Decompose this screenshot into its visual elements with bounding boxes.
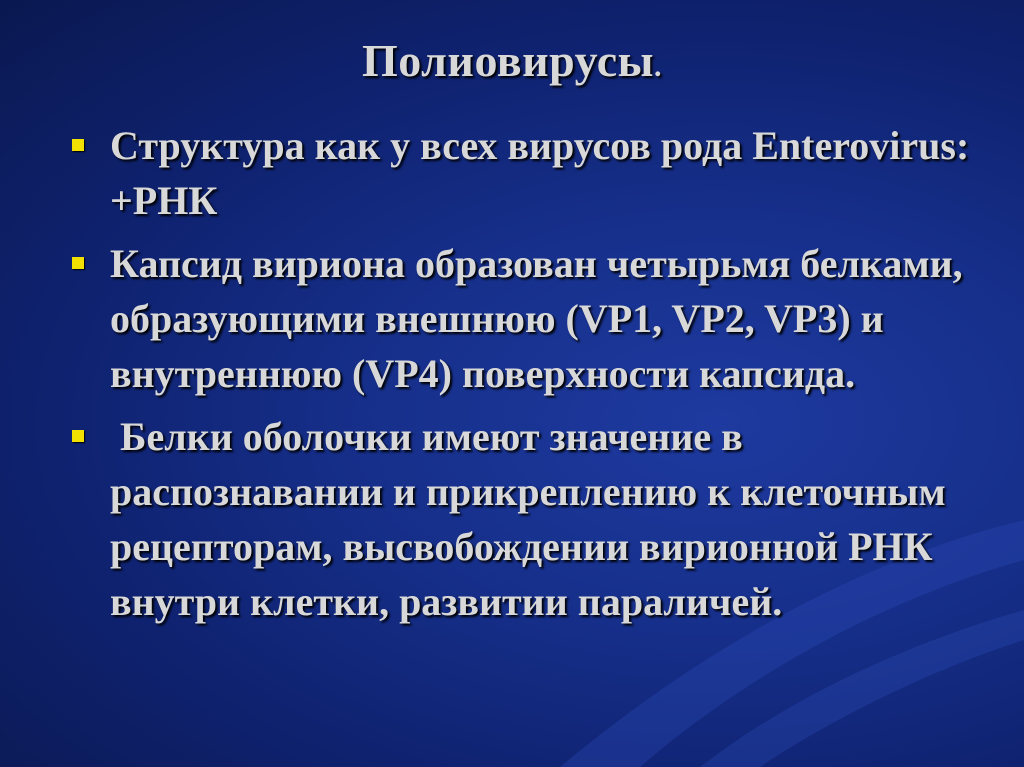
bullet-text: Структура как у всех вирусов рода Enterovirus: +РНК <box>110 123 970 223</box>
bullet-square-icon <box>72 257 84 269</box>
bullet-text: Капсид вириона образован четырьмя белками, образующими внешнюю (VP1, VP2, VP3) и внутреннюю (VP4) поверхности капсида. <box>110 241 963 396</box>
slide-title-text: Полиовирусы <box>361 35 655 86</box>
slide-title <box>0 34 1024 87</box>
bullet-square-icon <box>72 139 84 151</box>
bullet-square-icon <box>72 430 84 442</box>
bullet-list <box>68 118 988 637</box>
bullet-item <box>68 118 988 228</box>
slide-title-period: . <box>654 50 663 83</box>
bullet-text: Белки оболочки имеют значение в распознавании и прикреплению к клеточным рецепторам, высвобождении вирионной РНК внутри клетки, развитии параличей. <box>110 414 956 624</box>
bullet-item <box>68 409 988 629</box>
bullet-item <box>68 236 988 401</box>
